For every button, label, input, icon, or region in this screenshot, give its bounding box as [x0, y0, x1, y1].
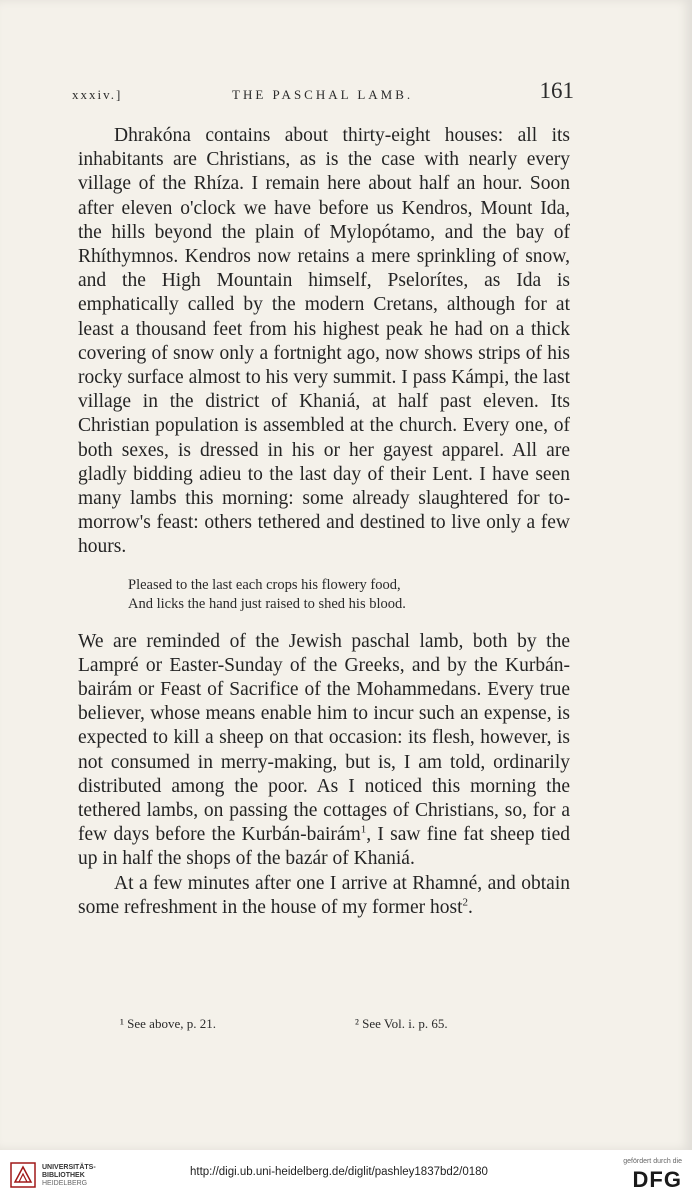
paragraph-2-text-b: , I saw fine fat sheep tied up in half the shops of the bazár of Khaniá.	[78, 824, 570, 870]
verse-line-1: Pleased to the last each crops his flowery food,	[128, 576, 401, 593]
body-text	[78, 124, 570, 920]
paragraph-3	[78, 872, 570, 920]
footnote-2: ² See Vol. i. p. 65.	[355, 1016, 448, 1031]
permalink-url[interactable]: http://digi.ub.uni-heidelberg.de/diglit/pashley1837bd2/0180	[190, 1166, 488, 1178]
viewer-footer	[0, 1150, 692, 1201]
institution-name	[42, 1164, 96, 1188]
institution-line-3: HEIDELBERG	[42, 1180, 88, 1187]
institution-line-2: BIBLIOTHEK	[42, 1172, 85, 1179]
footnote-1: ¹ See above, p. 21.	[120, 1016, 216, 1031]
paragraph-2	[78, 630, 570, 872]
chapter-marker: xxxiv.]	[72, 87, 123, 102]
funded-by-label: gefördert durch die	[623, 1158, 682, 1165]
dfg-logo: DFG	[632, 1167, 682, 1192]
paragraph-1: Dhrakóna contains about thirty-eight houses: all its inhabitants are Christians, as is the case with nearly every village of the Rhíza. I remain here about half an hour. Soon after eleven o'clock we have before us Kendros, Mount Ida, the hills beyond the plain of Mylopótamo, and the bay of Rhíthymnos. Kendros now retains a mere sprinkling of snow, and the High Mountain himself, Pselorítes, as Ida is emphatically called by the modern Cretans, although for at least a thousand feet from his highest peak he had on a thick covering of snow only a fortnight ago, now shows strips of his rocky surface almost to his very summit. I pass Kámpi, the last village in the district of Khaniá, at half past eleven. Its Christian population is assembled at the church. Every one, of both sexes, is dressed in his or her gayest apparel. All are gladly bidding adieu to the last day of their Lent. I have seen many lambs this morning: some already slaughtered for to-morrow's feast: others tethered and destined to live only a few hours.	[78, 125, 570, 558]
paragraph-2-text-a: We are reminded of the Jewish paschal lamb, both by the Lampré or Easter-Sunday of the Greeks, and by the Kurbán-bairám or Feast of Sacrifice of the Mohammedans. Every true believer, whose means enable him to incur such an expense, is expected to kill a sheep on that occasion: its flesh, however, is not consumed in merry-making, but is, I am told, ordinarily distributed among the poor. As I noticed this morning the tethered lambs, on passing the cottages of Christians, so, for a few days before the Kurbán-bairám	[78, 630, 570, 846]
verse-quote	[128, 576, 570, 614]
paragraph-3-text-a: At a few minutes after one I arrive at Rhamné, and obtain some refreshment in the house of my former host	[78, 872, 570, 918]
running-title: THE PASCHAL LAMB.	[232, 87, 414, 102]
institution-line-1: UNIVERSITÄTS-	[42, 1164, 96, 1171]
running-header	[72, 78, 574, 108]
page-number: 161	[539, 78, 574, 103]
funding-credit	[623, 1158, 682, 1193]
paragraph-3-text-b: .	[468, 896, 473, 918]
verse-line-2: And licks the hand just raised to shed his blood.	[128, 595, 406, 612]
footnote-ref-1: 1	[360, 823, 367, 836]
footnote-ref-2: 2	[462, 896, 468, 909]
university-seal-icon	[10, 1162, 36, 1188]
